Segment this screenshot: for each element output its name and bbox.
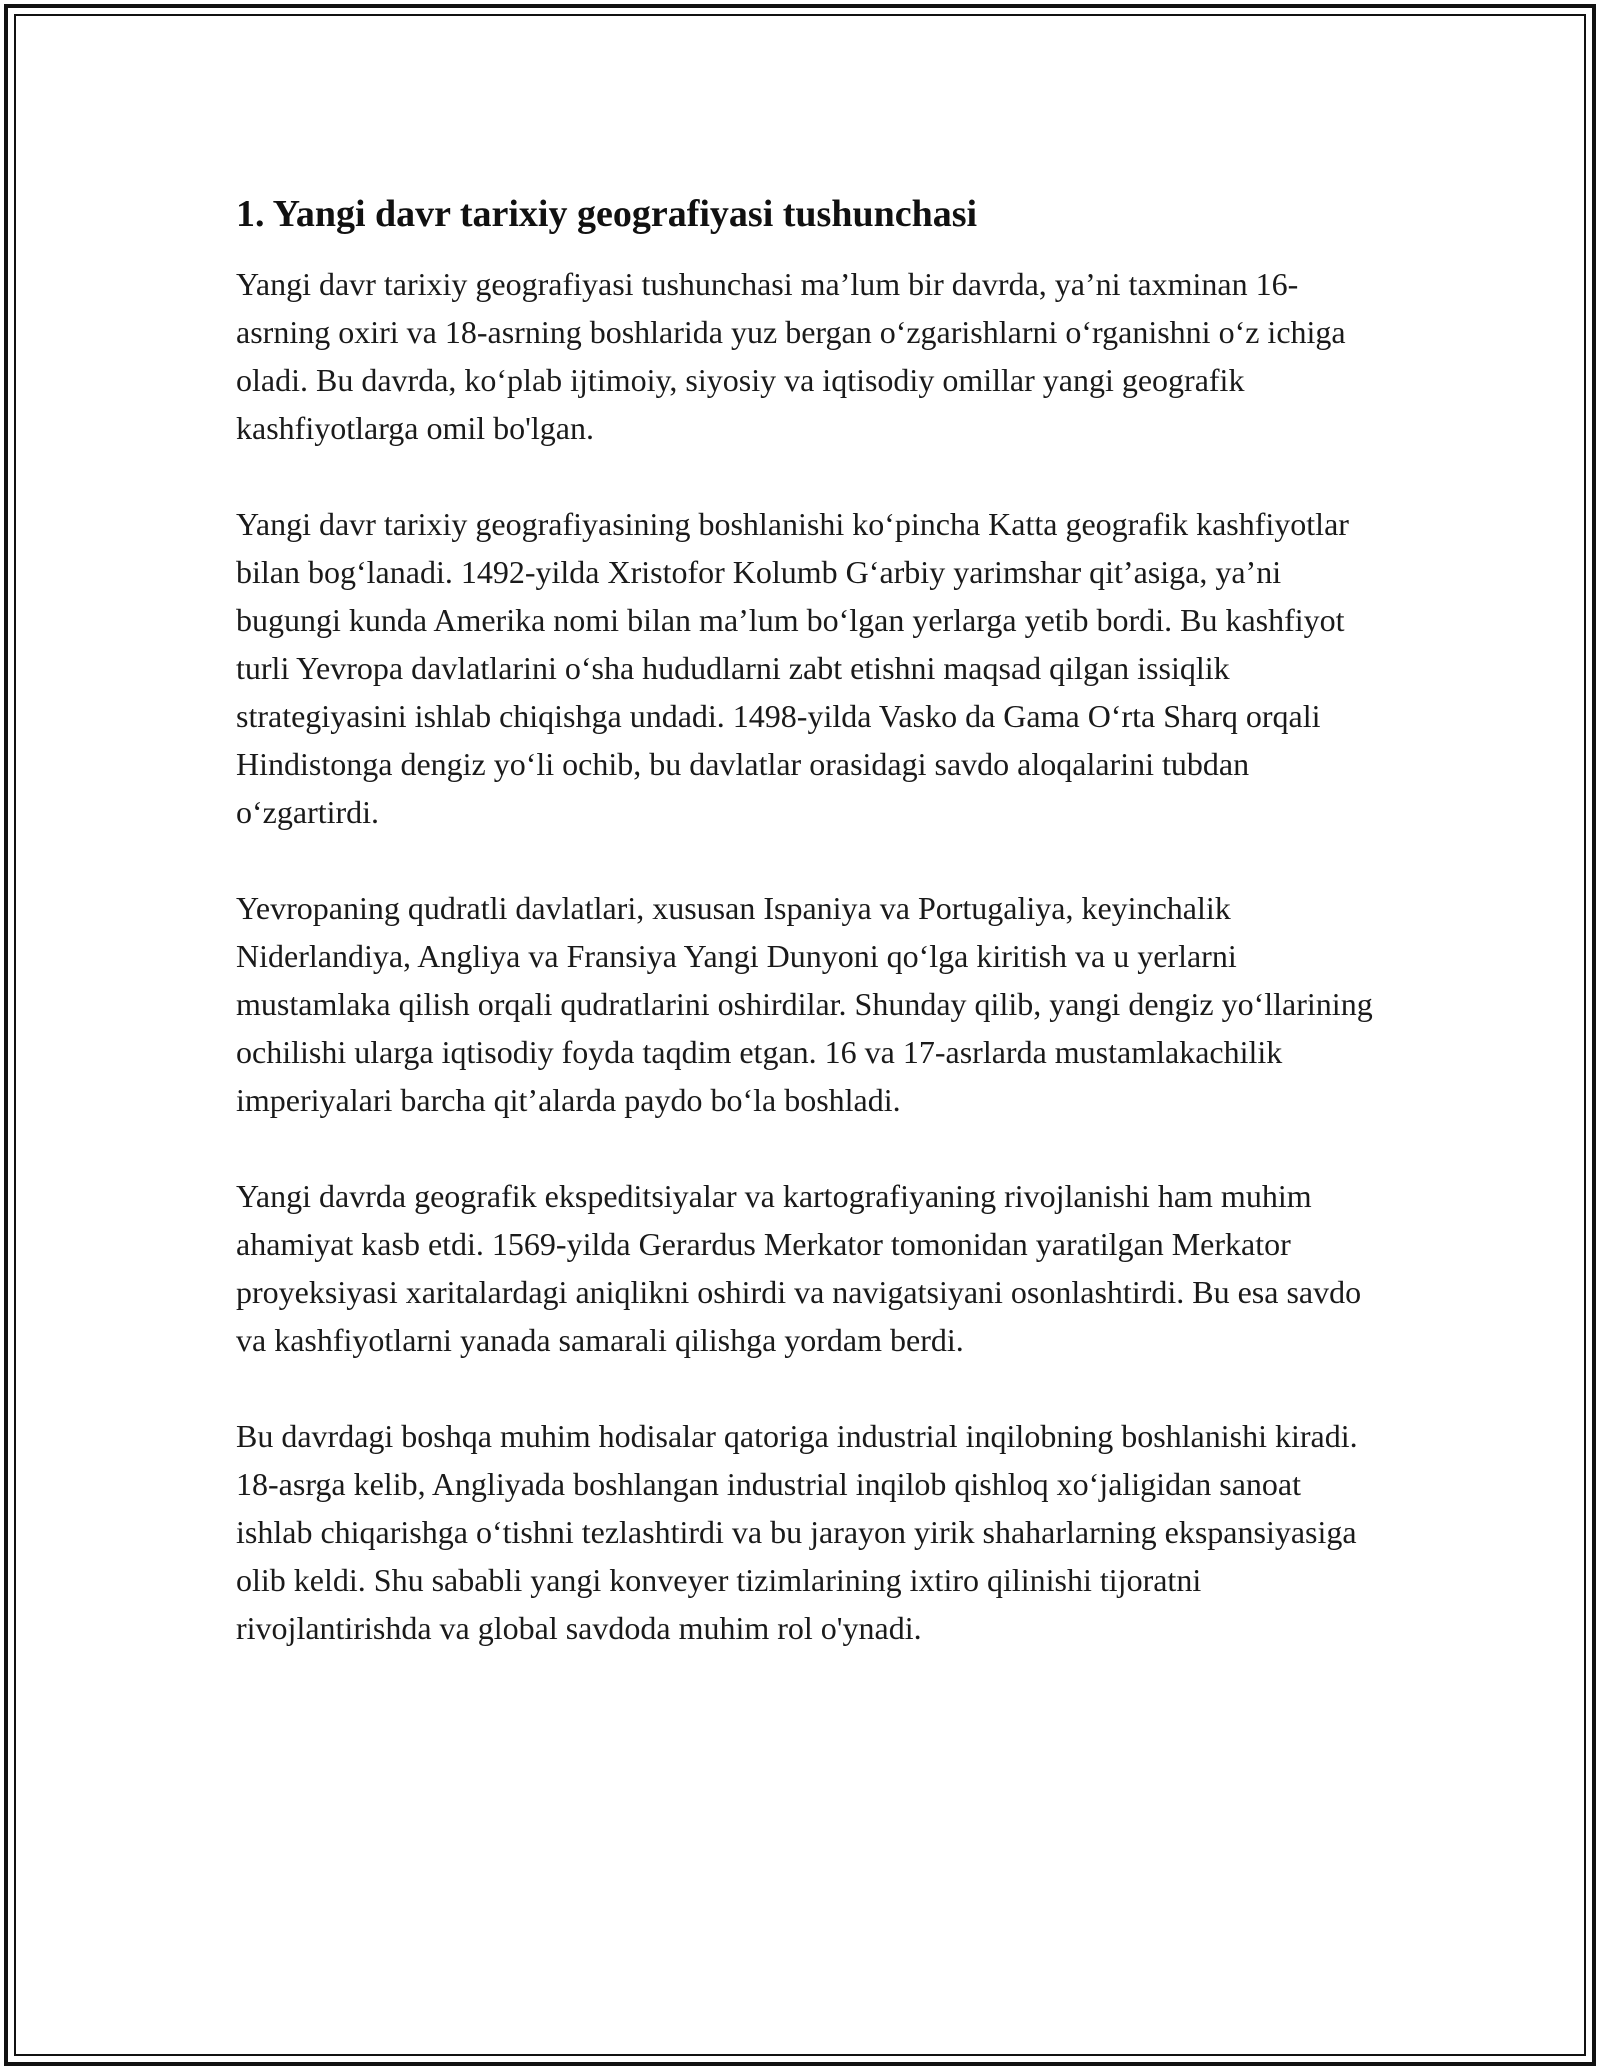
paragraph-5: Bu davrdagi boshqa muhim hodisalar qatoriga industrial inqilobning boshlanishi kiradi. 18-asrga kelib, Angliyada boshlangan industrial inqilob qishloq xo‘jaligidan sanoat ishlab chiqarishga o‘tishni tezlashtirdi va bu jarayon yirik shaharlarning ekspansiyasiga olib keldi. Shu sababli yangi konveyer tizimlarining ixtiro qilinishi tijoratni rivojlantirishda va global savdoda muhim rol o'ynadi. <box>236 1418 1358 1646</box>
paragraph-1: Yangi davr tarixiy geografiyasi tushunchasi ma’lum bir davrda, ya’ni taxminan 16-asrning oxiri va 18-asrning boshlarida yuz bergan o‘zgarishlarni o‘rganishni o‘z ichiga oladi. Bu davrda, ko‘plab ijtimoiy, siyosiy va iqtisodiy omillar yangi geografik kashfiyotlarga omil bo'lgan. <box>236 266 1346 446</box>
paragraph-2: Yangi davr tarixiy geografiyasining boshlanishi ko‘pincha Katta geografik kashfiyotlar bilan bog‘lanadi. 1492-yilda Xristofor Kolumb G‘arbiy yarimshar qit’asiga, ya’ni bugungi kunda Amerika nomi bilan ma’lum bo‘lgan yerlarga yetib bordi. Bu kashfiyot turli Yevropa davlatlarini o‘sha hududlarni zabt etishni maqsad qilgan issiqlik strategiyasini ishlab chiqishga undadi. 1498-yilda Vasko da Gama O‘rta Sharq orqali Hindistonga dengiz yo‘li ochib, bu davlatlar orasidagi savdo aloqalarini tubdan o‘zgartirdi. <box>236 506 1349 830</box>
paragraph-3: Yevropaning qudratli davlatlari, xususan Ispaniya va Portugaliya, keyinchalik Niderlandiya, Angliya va Fransiya Yangi Dunyoni qo‘lga kiritish va u yerlarni mustamlaka qilish orqali qudratlarini oshirdilar. Shunday qilib, yangi dengiz yo‘llarining ochilishi ularga iqtisodiy foyda taqdim etgan. 16 va 17-asrlarda mustamlakachilik imperiyalari barcha qit’alarda paydo bo‘la boshladi. <box>236 890 1373 1118</box>
section-heading: 1. Yangi davr tarixiy geografiyasi tushunchasi <box>236 193 978 235</box>
paragraph-4: Yangi davrda geografik ekspeditsiyalar va kartografiyaning rivojlanishi ham muhim ahamiyat kasb etdi. 1569-yilda Gerardus Merkator tomonidan yaratilgan Merkator proyeksiyasi xaritalardagi aniqlikni oshirdi va navigatsiyani osonlashtirdi. Bu esa savdo va kashfiyotlarni yanada samarali qilishga yordam berdi. <box>236 1178 1362 1358</box>
document-body <box>236 188 1376 1700</box>
